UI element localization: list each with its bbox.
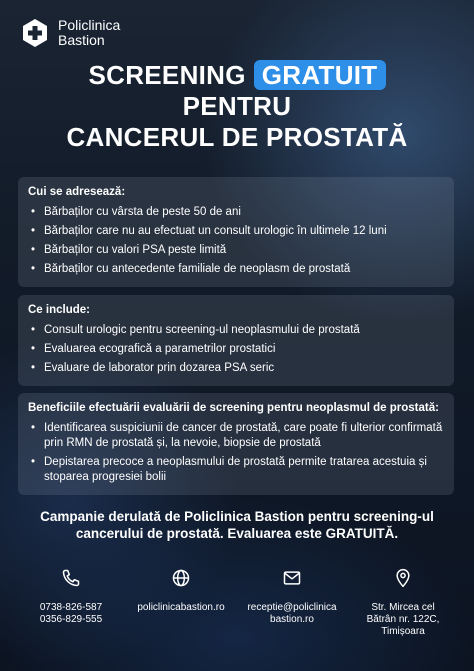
phone-icon	[61, 568, 81, 588]
title-prefix: SCREENING	[88, 60, 246, 90]
list-item: • Depistarea precoce a neoplasmului de prostată permite tratarea acestuia și stoparea progresiei bolii	[28, 455, 444, 485]
list-item: • Evaluare de laborator prin dozarea PSA seric	[28, 361, 444, 376]
contact-website[interactable]	[121, 568, 241, 614]
list-item: • Bărbaților care nu au efectuat un consult urologic în ultimele 12 luni	[28, 224, 444, 239]
email-line: bastion.ro	[270, 614, 314, 625]
list-item: • Identificarea suspiciunii de cancer de prostată, care poate fi ulterior confirmată prin RMN de prostată și, la nevoie, biopsie de prostată	[28, 421, 444, 451]
list-item: • Bărbaților cu valori PSA peste limită	[28, 243, 444, 258]
list-item: • Evaluarea ecografică a parametrilor prostatici	[28, 342, 444, 357]
contact-email[interactable]	[232, 568, 352, 626]
includes-card	[18, 295, 454, 386]
contact-address[interactable]	[343, 568, 463, 638]
benefits-card	[18, 393, 454, 495]
benefits-heading: Beneficiile efectuării evaluării de screening pentru neoplasmul de prostată:	[28, 402, 439, 414]
phone-number: 0356-829-555	[39, 614, 103, 625]
cross-logo-icon	[20, 18, 50, 48]
contacts-row	[0, 568, 474, 648]
location-pin-icon	[393, 568, 413, 588]
benefits-list	[28, 421, 444, 485]
free-badge: GRATUIT	[254, 60, 386, 90]
phone-number: 0738-826-587	[39, 602, 103, 613]
email-text	[232, 602, 352, 626]
title-line2: PENTRU	[182, 91, 292, 121]
campaign-line1: Campanie derulată de Policlinica Bastion pentru screening-ul	[40, 509, 434, 524]
title-line3: CANCERUL DE PROSTATĂ	[66, 122, 408, 152]
brand-name-line2: Bastion	[58, 32, 105, 48]
address-text	[343, 602, 463, 638]
audience-heading: Cui se adresează:	[28, 186, 126, 198]
globe-icon	[171, 568, 191, 588]
brand-name	[58, 18, 120, 48]
website-text	[121, 602, 241, 614]
campaign-text	[30, 508, 444, 542]
address-line: Timișoara	[381, 626, 425, 637]
mail-icon	[282, 568, 302, 588]
website-url: policlinicabastion.ro	[137, 602, 225, 613]
address-line: Str. Mircea cel	[371, 602, 435, 613]
page-title	[0, 60, 474, 153]
title-line1	[0, 60, 474, 91]
audience-card	[18, 177, 454, 287]
brand-name-line1: Policlinica	[58, 17, 121, 33]
email-line: receptie@policlinica	[247, 602, 337, 613]
includes-list	[28, 323, 444, 376]
includes-heading: Ce include:	[28, 304, 90, 316]
list-item: • Bărbaților cu antecedente familiale de neoplasm de prostată	[28, 262, 444, 277]
contact-phone[interactable]	[11, 568, 131, 626]
list-item: • Bărbaților cu vârsta de peste 50 de ani	[28, 205, 444, 220]
campaign-line2: cancerului de prostată. Evaluarea este GRATUITĂ.	[75, 526, 399, 541]
phone-numbers	[11, 602, 131, 626]
brand-logo	[20, 18, 120, 48]
audience-list	[28, 205, 444, 277]
address-line: Bătrân nr. 122C,	[366, 614, 440, 625]
list-item: • Consult urologic pentru screening-ul neoplasmului de prostată	[28, 323, 444, 338]
